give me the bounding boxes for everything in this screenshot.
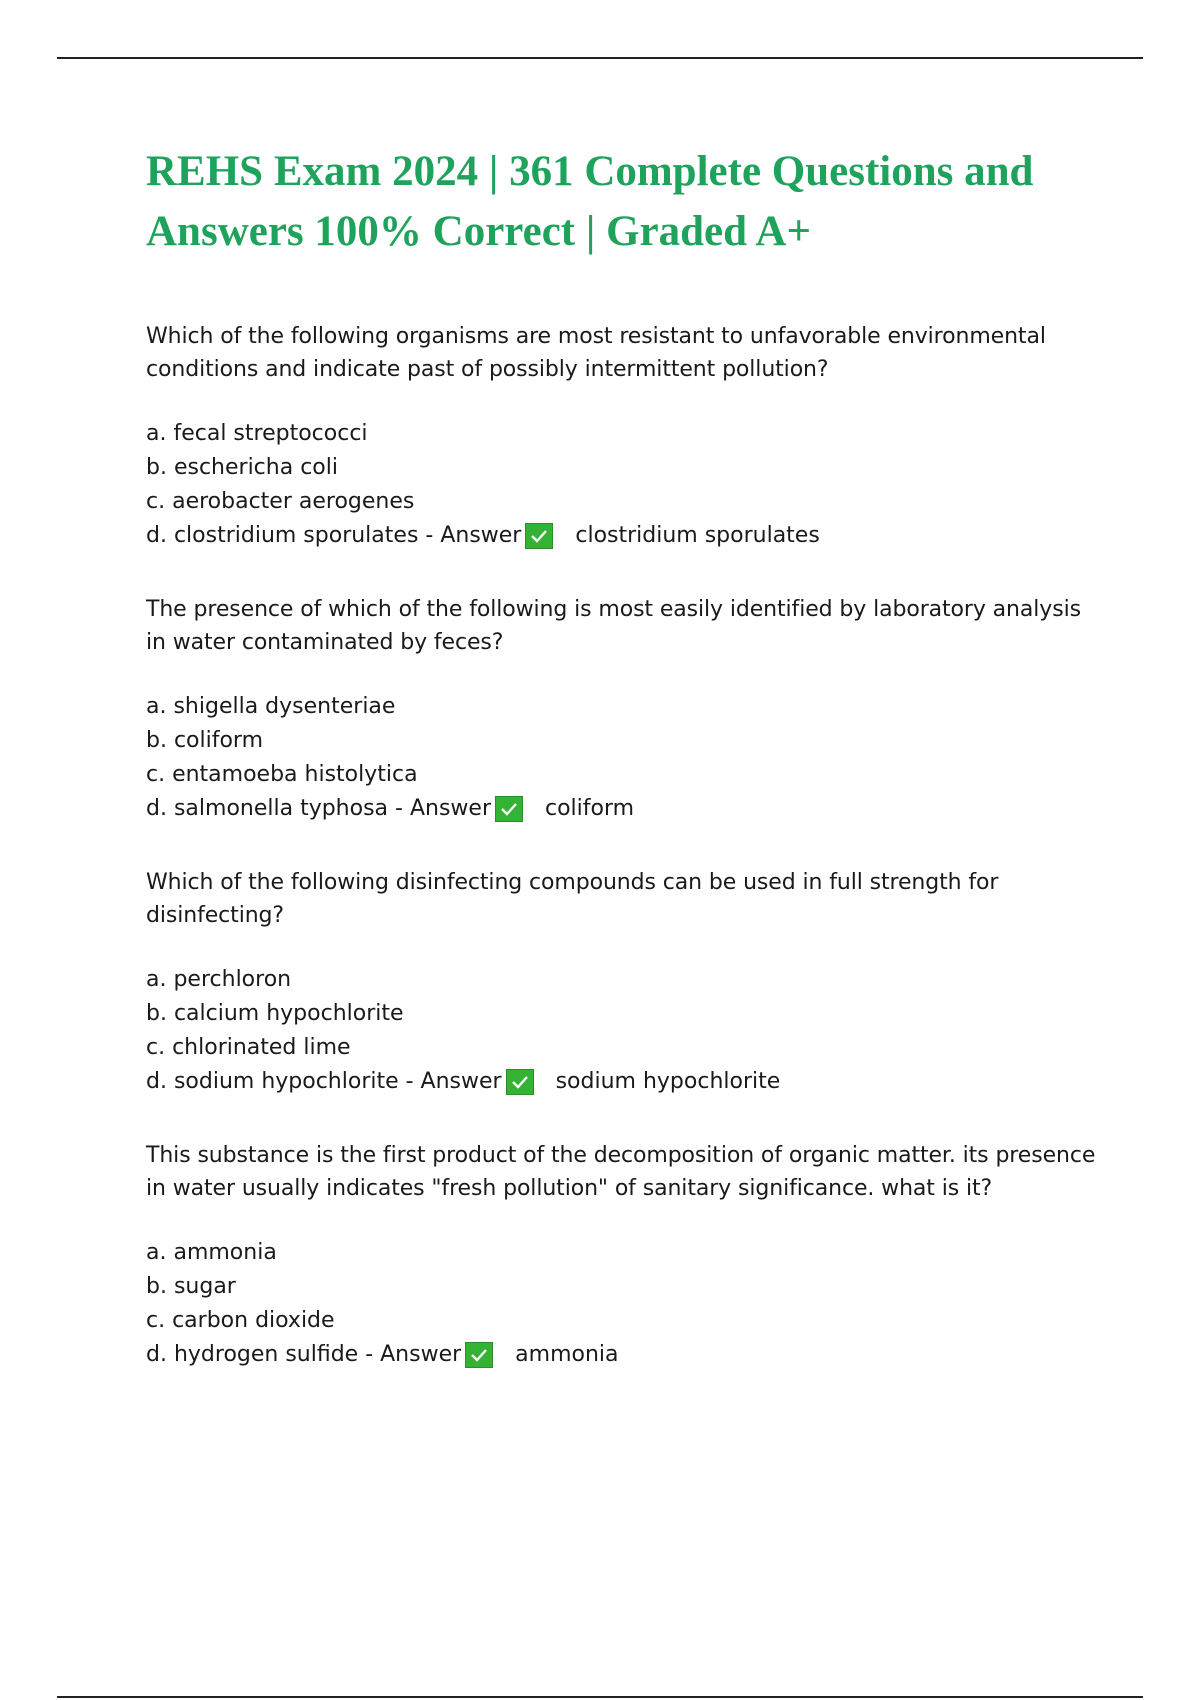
option-c: c. entamoeba histolytica — [146, 762, 418, 787]
option-d-answer-line — [146, 1065, 1106, 1099]
question-text: The presence of which of the following is most easily identified by laboratory analysis in water contaminated by feces? — [146, 597, 1081, 655]
option-b: b. coliform — [146, 728, 264, 753]
option-d: d. hydrogen sulfide - Answer — [146, 1342, 462, 1367]
question-block-4 — [146, 1139, 1106, 1372]
option-list — [146, 690, 1106, 826]
option-a: a. perchloron — [146, 967, 292, 992]
option-d: d. salmonella typhosa - Answer — [146, 796, 491, 821]
option-b: b. calcium hypochlorite — [146, 1001, 404, 1026]
document-body — [146, 142, 1106, 1372]
answer-text: clostridium sporulates — [575, 523, 820, 548]
question-text: Which of the following organisms are most resistant to unfavorable environmental conditions and indicate past of possibly intermittent pollution? — [146, 324, 1046, 382]
option-d-answer-line — [146, 519, 1106, 553]
green-check-icon — [465, 1342, 493, 1368]
question-text: This substance is the first product of the decomposition of organic matter. its presence in water usually indicates "fresh pollution" of sanitary significance. what is it? — [146, 1143, 1096, 1201]
option-c: c. aerobacter aerogenes — [146, 489, 415, 514]
option-d-answer-line — [146, 1338, 1106, 1372]
green-check-icon — [495, 796, 523, 822]
answer-text: ammonia — [515, 1342, 619, 1367]
option-list — [146, 963, 1106, 1099]
bottom-rule — [57, 1696, 1143, 1698]
top-rule — [57, 57, 1143, 59]
question-block-2 — [146, 593, 1106, 826]
option-b: b. sugar — [146, 1274, 236, 1299]
answer-text: coliform — [545, 796, 635, 821]
question-text: Which of the following disinfecting compounds can be used in full strength for disinfecting? — [146, 870, 999, 928]
option-c: c. carbon dioxide — [146, 1308, 335, 1333]
document-title: REHS Exam 2024 | 361 Complete Questions and Answers 100% Correct | Graded A+ — [146, 148, 1034, 255]
option-d: d. clostridium sporulates - Answer — [146, 523, 522, 548]
option-a: a. shigella dysenteriae — [146, 694, 396, 719]
option-c: c. chlorinated lime — [146, 1035, 351, 1060]
option-list — [146, 417, 1106, 553]
answer-text: sodium hypochlorite — [555, 1069, 781, 1094]
option-d-answer-line — [146, 792, 1106, 826]
option-list — [146, 1236, 1106, 1372]
option-a: a. fecal streptococci — [146, 421, 368, 446]
option-d: d. sodium hypochlorite - Answer — [146, 1069, 502, 1094]
green-check-icon — [525, 523, 553, 549]
question-block-3 — [146, 866, 1106, 1099]
question-block-1 — [146, 320, 1106, 553]
option-a: a. ammonia — [146, 1240, 277, 1265]
option-b: b. eschericha coli — [146, 455, 338, 480]
green-check-icon — [506, 1069, 534, 1095]
